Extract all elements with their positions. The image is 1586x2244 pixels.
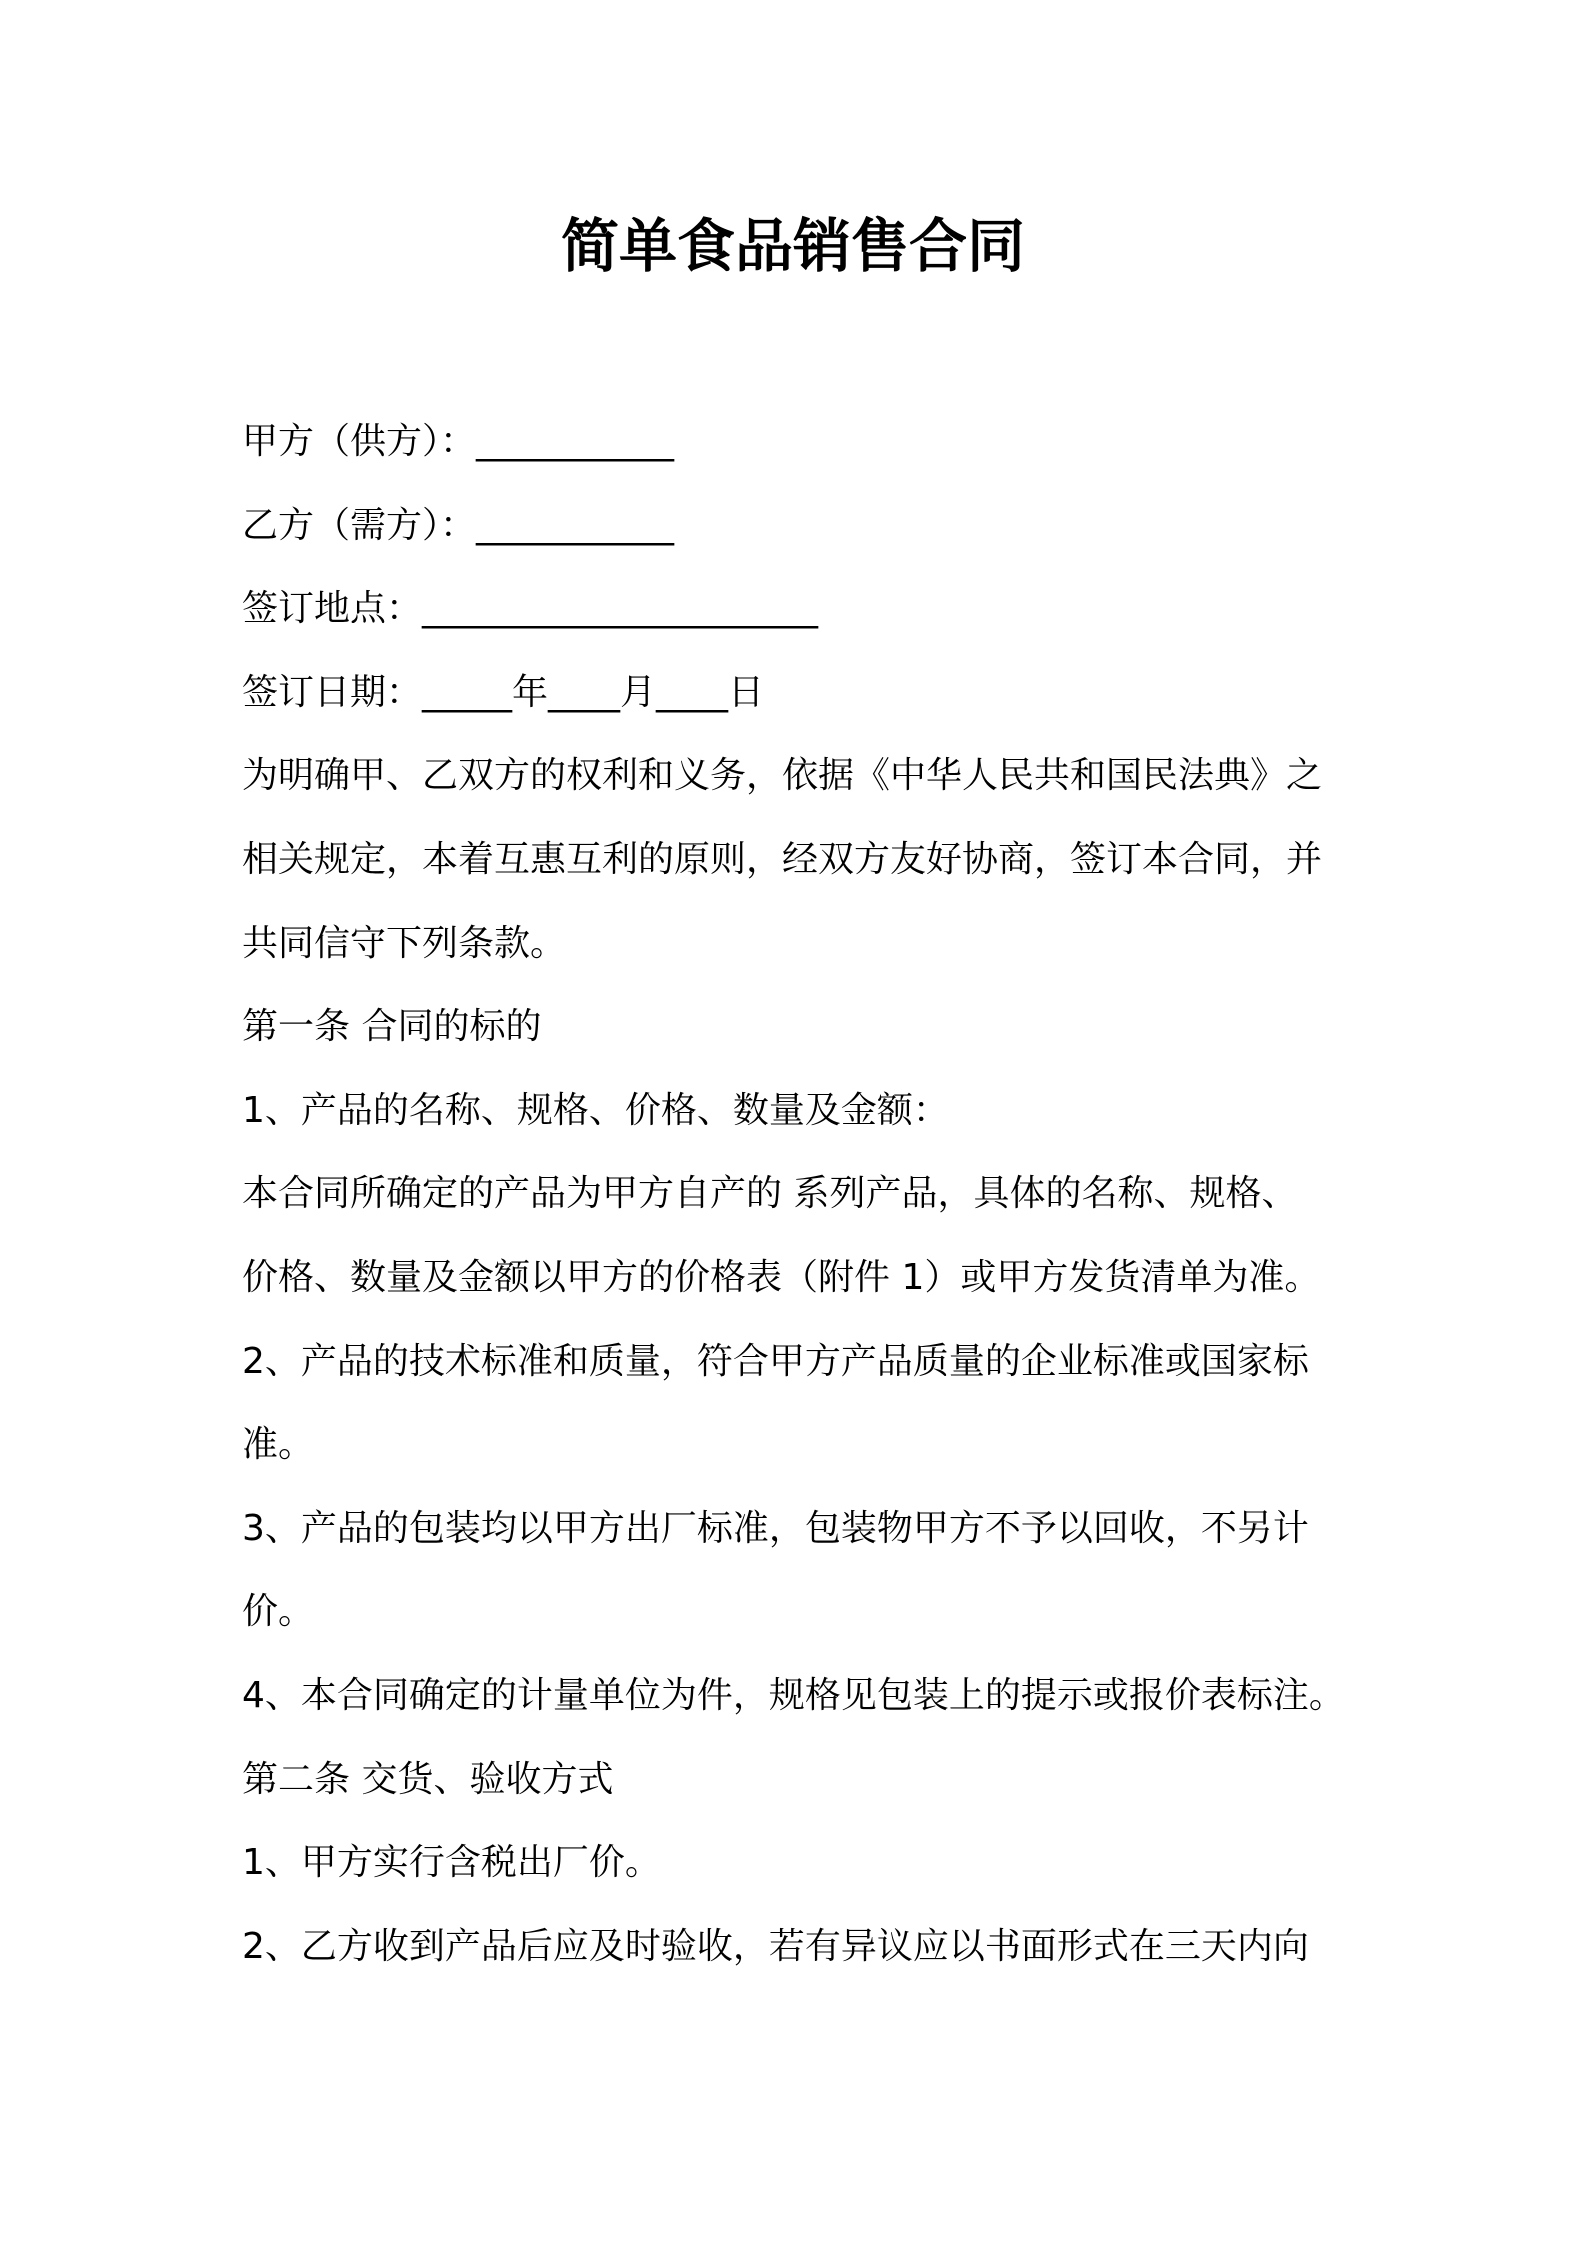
clause-line: 2、乙方收到产品后应及时验收，若有异议应以书面形式在三天内向: [242, 1925, 1309, 1967]
clause-line: 价格、数量及金额以甲方的价格表（附件 1）或甲方发货清单为准。: [242, 1256, 1321, 1298]
article-heading: 第一条 合同的标的: [242, 1006, 542, 1048]
clause-line: 3、产品的包装均以甲方出厂标准，包装物甲方不予以回收，不另计: [242, 1507, 1309, 1549]
document-body: [242, 400, 1402, 1988]
preamble-line: 相关规定，本着互惠互利的原则，经双方友好协商，签订本合同，并: [242, 838, 1323, 880]
clause-line: 本合同所确定的产品为甲方自产的 系列产品，具体的名称、规格、: [242, 1173, 1298, 1215]
clause-line: 1、产品的名称、规格、价格、数量及金额：: [242, 1089, 949, 1131]
clause-line: 2、产品的技术标准和质量，符合甲方产品质量的企业标准或国家标: [242, 1340, 1309, 1382]
clause-line: 准。: [242, 1424, 315, 1466]
party-a-line: 甲方（供方）：___________: [242, 421, 675, 462]
clause-line: 1、甲方实行含税出厂价。: [242, 1842, 661, 1884]
preamble-line: 共同信守下列条款。: [242, 922, 567, 964]
document-title: 简单食品销售合同: [560, 212, 1025, 280]
signing-date-line: 签订日期：_____年____月____日: [242, 671, 765, 713]
clause-line: 4、本合同确定的计量单位为件，规格见包装上的提示或报价表标注。: [242, 1674, 1345, 1716]
article-heading: 第二条 交货、验收方式: [242, 1758, 614, 1800]
clause-line: 价。: [242, 1591, 315, 1633]
signing-place-line: 签订地点：______________________: [242, 588, 819, 630]
party-b-line: 乙方（需方）：___________: [242, 504, 675, 546]
preamble-line: 为明确甲、乙双方的权利和义务，依据《中华人民共和国民法典》之: [242, 755, 1323, 797]
